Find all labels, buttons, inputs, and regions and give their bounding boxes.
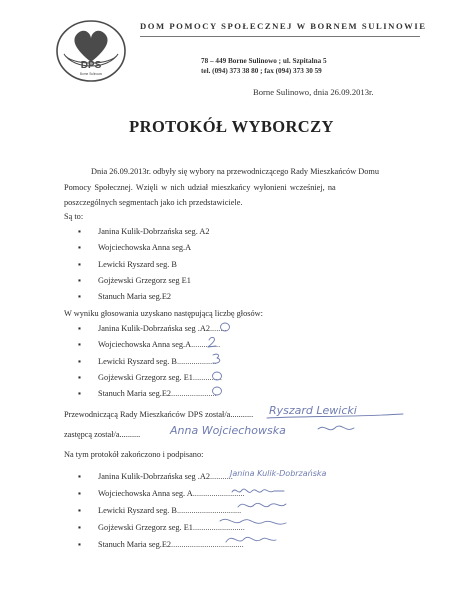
deputy-line (64, 430, 140, 439)
chair-label: Przewodniczącą Rady Mieszkańców DPS został/a (64, 410, 231, 419)
list-item: ▪ Stanuch Maria seg.E2 (78, 292, 172, 302)
representatives-list (78, 227, 418, 308)
signatory-dots: ......................... (192, 489, 245, 498)
vote-count-handwritten (210, 369, 226, 383)
svg-text:Ryszard Lewicki: Ryszard Lewicki (269, 404, 357, 417)
signatory-name: Gojżewski Grzegorz seg. E1 (98, 523, 193, 532)
closing-label: Na tym protokół zakończono i podpisano: (64, 450, 204, 459)
vote-dots: ....... (191, 340, 206, 350)
intro-line-3: poszczególnych segmentach jako ich przedstawiciele. (64, 198, 243, 207)
signature-kulik-dobrzanska (228, 464, 368, 482)
intro-line-1: Dnia 26.09.2013r. odbyły się wybory na przewodniczącego Rady Mieszkańców Domu (91, 167, 380, 176)
representative-name: Janina Kulik-Dobrzańska seg. A2 (98, 227, 210, 236)
signatory-dots: ......................... (192, 523, 245, 532)
signatory-name: Stanuch Maria seg.E2 (98, 540, 172, 549)
vote-count-handwritten (210, 384, 226, 398)
list-item: ▪ Gojżewski Grzegorz seg. E1........ ...... (78, 373, 418, 389)
list-item: ▪ Gojżewski Grzegorz seg. E1......................... (78, 523, 245, 532)
list-item: ▪ Stanuch Maria seg.E2................... ... (78, 389, 418, 405)
vote-dots-tail: ...... (209, 372, 222, 382)
vote-dots-tail: ... (210, 389, 217, 399)
deputy-dots: .......... (119, 430, 141, 439)
list-item: ▪ Janina Kulik-Dobrzańska seg .A2........... (78, 472, 233, 481)
vote-candidate: Stanuch Maria seg.E2 (98, 389, 172, 399)
signatory-dots: ........... (209, 472, 233, 481)
list-item: ▪ Wojciechowska Anna seg.A....... ....... (78, 340, 418, 356)
vote-candidate: Gojżewski Grzegorz seg. E1 (98, 372, 193, 382)
list-item: ▪ Janina Kulik-Dobrzańska seg. A2 (78, 227, 210, 236)
svg-text:Anna Wojciechowska: Anna Wojciechowska (170, 424, 286, 437)
representatives-label: Są to: (64, 212, 84, 221)
chair-dots: ........... (230, 410, 254, 419)
vote-candidate: Janina Kulik-Dobrzańska seg .A2 (98, 324, 210, 333)
signature-stanuch (222, 530, 282, 550)
signatory-name: Wojciechowska Anna seg. A (98, 489, 193, 498)
document-title: PROTOKÓŁ WYBORCZY (129, 117, 334, 136)
representative-name: Lewicki Ryszard seg. B (98, 259, 177, 269)
vote-dots-tail: .... (218, 324, 227, 333)
signature-lewicki (234, 495, 304, 515)
votes-list (78, 324, 418, 405)
list-item: ▪ Janina Kulik-Dobrzańska seg .A2.... .... (78, 324, 418, 340)
list-item: ▪ Lewicki Ryszard seg. B................ ... (78, 357, 418, 373)
vote-dots: ........ (192, 372, 210, 382)
signatory-name: Janina Kulik-Dobrzańska seg .A2 (98, 472, 210, 481)
list-item: ▪ Lewicki Ryszard seg. B............................... (78, 506, 242, 515)
vote-count-handwritten (218, 320, 234, 334)
deputy-label: zastępcą został/a (64, 430, 120, 439)
list-item: ▪ Wojciechowska Anna seg. A......................... (78, 489, 245, 498)
signatory-dots: ............................... (176, 506, 242, 515)
logo-text: DPS (80, 60, 102, 71)
vote-dots: ................ (176, 356, 211, 366)
signatory-name: Lewicki Ryszard seg. B (98, 506, 177, 515)
list-item: ▪ Lewicki Ryszard seg. B (78, 259, 177, 269)
intro-line-2: Pomocy Społecznej. Wzięli w nich udział mieszkańcy wyłonieni wcześniej, na (64, 183, 336, 192)
place-and-date: Borne Sulinowo, dnia 26.09.2013r. (253, 87, 374, 97)
deputy-handwritten-name (168, 419, 358, 443)
list-item: ▪ Gojżewski Grzegorz seg E1 (78, 275, 191, 285)
header-rule (140, 36, 420, 37)
dps-logo (54, 18, 128, 84)
representative-name: Wojciechowska Anna seg.A (98, 243, 192, 253)
representative-name: Gojżewski Grzegorz seg E1 (98, 275, 191, 285)
chair-line (64, 410, 253, 419)
organization-address: 78 – 449 Borne Sulinowo ; ul. Szpitalna 5 (201, 57, 327, 65)
representative-name: Stanuch Maria seg.E2 (98, 292, 172, 302)
vote-count-handwritten (210, 352, 224, 366)
votes-label: W wyniku głosowania uzyskano następującą liczbę głosów: (64, 309, 263, 318)
vote-dots: .... (209, 324, 219, 333)
vote-dots: ................... (171, 389, 211, 399)
vote-candidate: Lewicki Ryszard seg. B (98, 356, 177, 366)
vote-dots-tail: ... (210, 356, 217, 366)
svg-text:Janina Kulik-Dobrzańska: Janina Kulik-Dobrzańska (230, 469, 327, 478)
organization-name: DOM POMOCY SPOŁECZNEJ W BORNEM SULINOWIE (140, 21, 427, 31)
signatory-dots: ................................... (171, 540, 244, 549)
list-item: ▪ Stanuch Maria seg.E2................................... (78, 540, 244, 549)
organization-contact: tel. (094) 373 38 80 ; fax (094) 373 30 59 (201, 67, 322, 75)
vote-dots-tail: ....... (205, 340, 221, 350)
vote-candidate: Wojciechowska Anna seg.A (98, 340, 192, 350)
logo-subtext: Borne Sulinowo (79, 72, 103, 76)
list-item: ▪ Wojciechowska Anna seg.A (78, 243, 192, 253)
vote-count-handwritten (206, 335, 220, 349)
